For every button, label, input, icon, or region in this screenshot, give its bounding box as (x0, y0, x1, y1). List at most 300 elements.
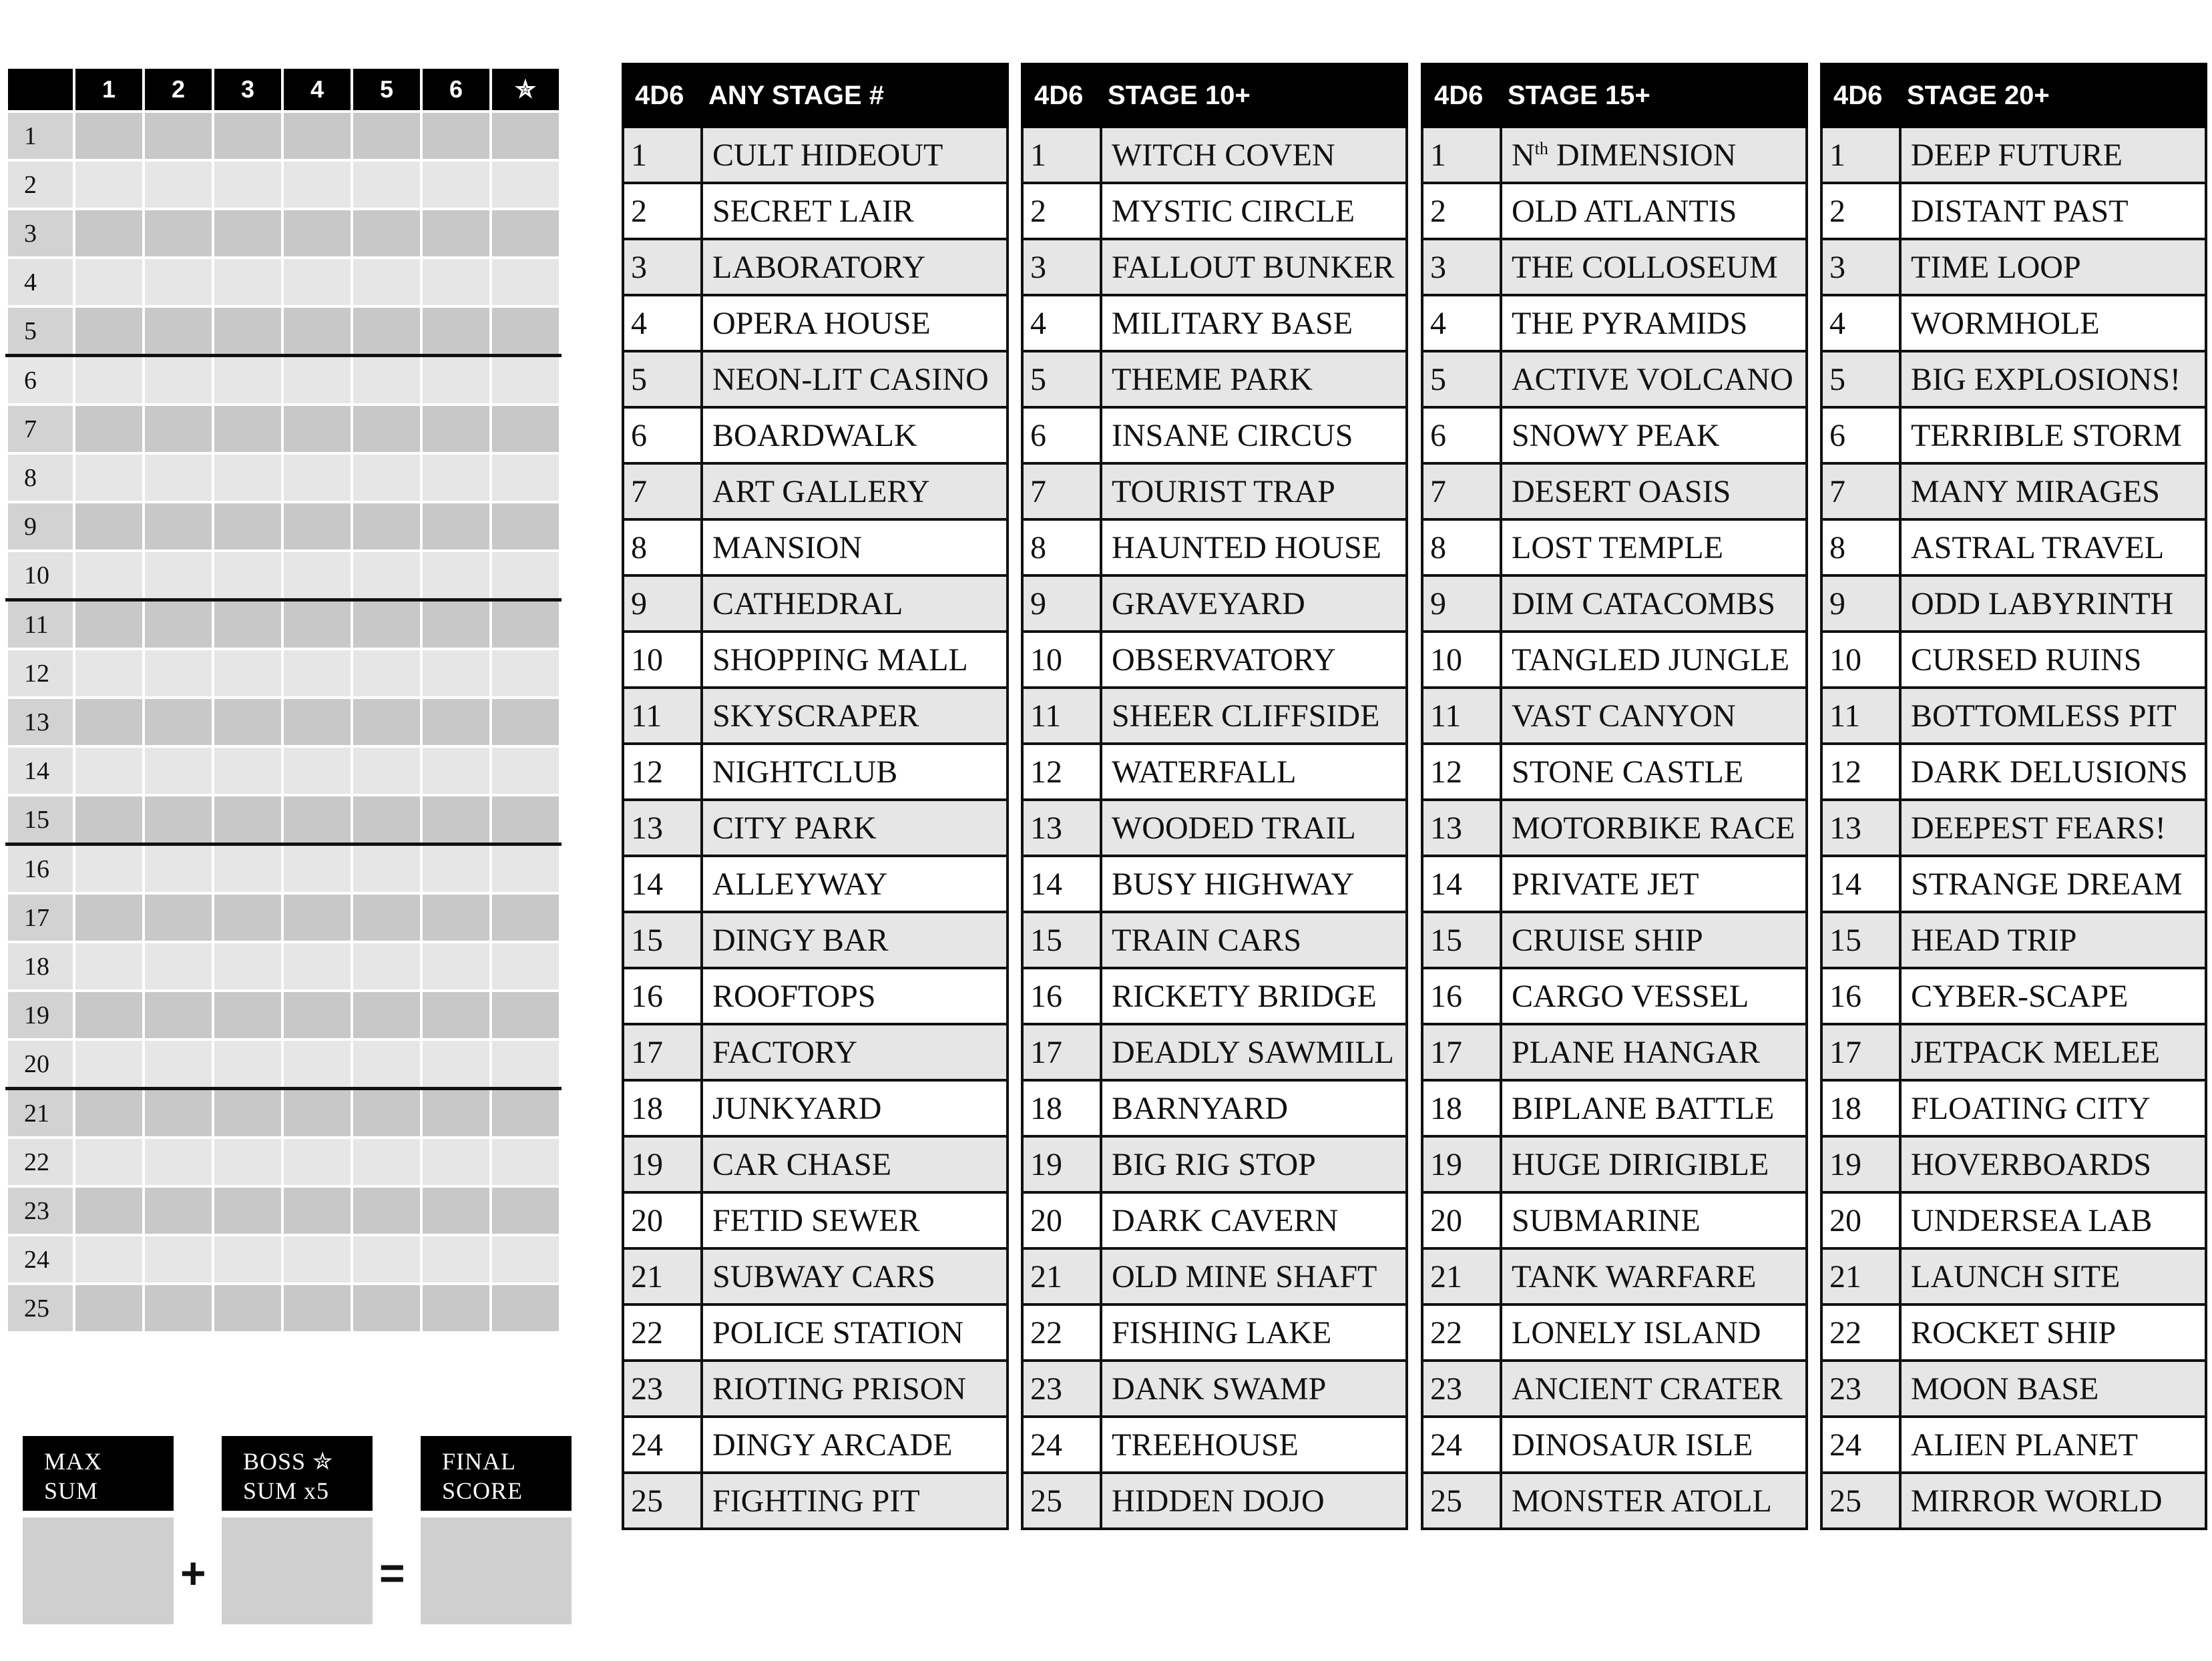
table-row (1422, 632, 1807, 688)
table-row (623, 183, 1008, 239)
score-row (7, 1039, 560, 1089)
score-row (7, 1284, 560, 1333)
score-cell[interactable] (213, 356, 282, 405)
score-cell[interactable] (352, 405, 421, 453)
score-row (7, 698, 560, 746)
final-score-box (421, 1436, 572, 1624)
location-name: ACTIVE VOLCANO (1501, 351, 1807, 407)
score-cell[interactable] (282, 600, 352, 650)
table-row (1022, 800, 1407, 856)
score-row (7, 1235, 560, 1284)
score-cell[interactable] (421, 1138, 491, 1186)
score-cell[interactable] (421, 649, 491, 698)
score-cell[interactable] (144, 1138, 213, 1186)
score-cell[interactable] (421, 453, 491, 502)
table-row (1422, 351, 1807, 407)
score-cell[interactable] (144, 746, 213, 795)
roll-number: 19 (1422, 1136, 1501, 1192)
score-row (7, 991, 560, 1039)
location-name: HOVERBOARDS (1900, 1136, 2206, 1192)
table-row (623, 519, 1008, 575)
score-cell[interactable] (144, 795, 213, 845)
location-name: SNOWY PEAK (1501, 407, 1807, 463)
roll-number: 8 (1821, 519, 1900, 575)
roll-number: 5 (623, 351, 702, 407)
location-name: HEAD TRIP (1900, 912, 2206, 968)
location-name: HAUNTED HOUSE (1101, 519, 1407, 575)
row-number: 3 (7, 209, 74, 258)
table-row (1422, 1080, 1807, 1136)
location-name: WATERFALL (1101, 744, 1407, 800)
score-cell[interactable] (282, 111, 352, 160)
roll-number: 1 (1422, 127, 1501, 183)
score-cell[interactable] (144, 502, 213, 551)
roll-number: 20 (1821, 1192, 1900, 1248)
score-cell[interactable] (144, 942, 213, 991)
score-cell[interactable] (213, 1284, 282, 1333)
score-cell[interactable] (213, 453, 282, 502)
roll-number: 10 (1022, 632, 1101, 688)
score-cell[interactable] (213, 746, 282, 795)
score-cell[interactable] (491, 209, 560, 258)
score-cell[interactable] (213, 845, 282, 894)
roll-number: 14 (1422, 856, 1501, 912)
location-name: TANK WARFARE (1501, 1248, 1807, 1304)
score-cell[interactable] (352, 1039, 421, 1089)
max-sum-label (23, 1436, 174, 1511)
score-cell[interactable] (144, 1284, 213, 1333)
table-row (623, 800, 1008, 856)
roll-number: 23 (623, 1361, 702, 1417)
score-cell[interactable] (213, 502, 282, 551)
score-cell[interactable] (74, 1138, 144, 1186)
score-cell[interactable] (421, 160, 491, 209)
score-cell[interactable] (421, 209, 491, 258)
location-name: ALLEYWAY (702, 856, 1008, 912)
score-cell[interactable] (74, 502, 144, 551)
score-cell[interactable] (74, 1284, 144, 1333)
table-row (1821, 407, 2206, 463)
score-cell[interactable] (491, 1235, 560, 1284)
score-cell[interactable] (491, 600, 560, 650)
roll-number: 5 (1422, 351, 1501, 407)
table-row (1422, 575, 1807, 632)
score-cell[interactable] (421, 795, 491, 845)
location-name: MILITARY BASE (1101, 295, 1407, 351)
score-cell[interactable] (282, 551, 352, 600)
roll-number: 10 (1821, 632, 1900, 688)
score-cell[interactable] (282, 306, 352, 356)
score-cell[interactable] (352, 698, 421, 746)
score-cell[interactable] (421, 746, 491, 795)
roll-number: 21 (1821, 1248, 1900, 1304)
score-cell[interactable] (213, 111, 282, 160)
score-cell[interactable] (491, 111, 560, 160)
score-row (7, 453, 560, 502)
score-cell[interactable] (352, 942, 421, 991)
score-cell[interactable] (282, 356, 352, 405)
table-row (1422, 407, 1807, 463)
score-cell[interactable] (282, 845, 352, 894)
roll-number: 4 (1422, 295, 1501, 351)
table-title: ANY STAGE # (702, 64, 1008, 127)
location-name: ALIEN PLANET (1900, 1417, 2206, 1473)
score-row (7, 1138, 560, 1186)
table-row (1422, 688, 1807, 744)
score-cell[interactable] (74, 1089, 144, 1138)
location-name: DISTANT PAST (1900, 183, 2206, 239)
roll-number: 24 (1821, 1417, 1900, 1473)
score-cell[interactable] (352, 893, 421, 942)
score-cell[interactable] (74, 160, 144, 209)
table-row (623, 1473, 1008, 1529)
score-cell[interactable] (352, 258, 421, 306)
score-cell[interactable] (74, 356, 144, 405)
score-cell[interactable] (282, 795, 352, 845)
score-cell[interactable] (213, 795, 282, 845)
score-cell[interactable] (144, 1186, 213, 1235)
score-cell[interactable] (213, 1186, 282, 1235)
score-cell[interactable] (491, 991, 560, 1039)
score-cell[interactable] (282, 991, 352, 1039)
score-cell[interactable] (491, 698, 560, 746)
score-cell[interactable] (352, 795, 421, 845)
table-row (1821, 1248, 2206, 1304)
score-cell[interactable] (352, 306, 421, 356)
max-sum-field[interactable] (23, 1517, 174, 1624)
table-row (623, 856, 1008, 912)
roll-number: 6 (623, 407, 702, 463)
score-cell[interactable] (352, 1089, 421, 1138)
table-row (1821, 912, 2206, 968)
score-cell[interactable] (74, 1039, 144, 1089)
score-cell[interactable] (74, 551, 144, 600)
table-row (1422, 1024, 1807, 1080)
score-cell[interactable] (421, 1089, 491, 1138)
location-name: BOTTOMLESS PIT (1900, 688, 2206, 744)
score-cell[interactable] (74, 1186, 144, 1235)
score-cell[interactable] (491, 893, 560, 942)
roll-number: 18 (1022, 1080, 1101, 1136)
table-row (1821, 1024, 2206, 1080)
score-cell[interactable] (421, 1039, 491, 1089)
score-row (7, 502, 560, 551)
score-cell[interactable] (282, 209, 352, 258)
score-cell[interactable] (213, 1039, 282, 1089)
score-cell[interactable] (352, 991, 421, 1039)
score-row (7, 600, 560, 650)
score-cell[interactable] (74, 991, 144, 1039)
score-cell[interactable] (421, 1284, 491, 1333)
score-cell[interactable] (144, 991, 213, 1039)
score-cell[interactable] (421, 356, 491, 405)
row-number: 22 (7, 1138, 74, 1186)
score-cell[interactable] (282, 649, 352, 698)
location-name: ROCKET SHIP (1900, 1304, 2206, 1361)
location-name: NEON-LIT CASINO (702, 351, 1008, 407)
score-cell[interactable] (74, 209, 144, 258)
score-cell[interactable] (491, 551, 560, 600)
score-cell[interactable] (213, 942, 282, 991)
score-cell[interactable] (491, 845, 560, 894)
table-row (1821, 1192, 2206, 1248)
score-cell[interactable] (144, 649, 213, 698)
score-cell[interactable] (282, 1186, 352, 1235)
location-name: HUGE DIRIGIBLE (1501, 1136, 1807, 1192)
location-name: LAUNCH SITE (1900, 1248, 2206, 1304)
roll-number: 12 (1821, 744, 1900, 800)
location-name: DINGY ARCADE (702, 1417, 1008, 1473)
score-cell[interactable] (421, 893, 491, 942)
score-cell[interactable] (421, 306, 491, 356)
score-row (7, 795, 560, 845)
score-cell[interactable] (74, 845, 144, 894)
row-number: 13 (7, 698, 74, 746)
location-name: WITCH COVEN (1101, 127, 1407, 183)
score-cell[interactable] (74, 600, 144, 650)
score-cell[interactable] (282, 942, 352, 991)
score-cell[interactable] (144, 1235, 213, 1284)
score-row (7, 306, 560, 356)
score-cell[interactable] (144, 453, 213, 502)
table-row (1821, 856, 2206, 912)
score-cell[interactable] (491, 795, 560, 845)
score-cell[interactable] (491, 1186, 560, 1235)
score-cell[interactable] (74, 795, 144, 845)
location-name: MANSION (702, 519, 1008, 575)
score-cell[interactable] (421, 111, 491, 160)
score-cell[interactable] (144, 405, 213, 453)
score-cell[interactable] (491, 746, 560, 795)
score-cell[interactable] (421, 845, 491, 894)
location-name: TANGLED JUNGLE (1501, 632, 1807, 688)
grid-header-cell: 4 (282, 67, 352, 111)
score-cell[interactable] (421, 551, 491, 600)
table-row (1422, 1248, 1807, 1304)
location-name: CATHEDRAL (702, 575, 1008, 632)
row-number: 16 (7, 845, 74, 894)
score-cell[interactable] (352, 1284, 421, 1333)
table-row (1821, 351, 2206, 407)
score-cell[interactable] (491, 306, 560, 356)
score-cell[interactable] (352, 1138, 421, 1186)
score-cell[interactable] (352, 600, 421, 650)
score-cell[interactable] (74, 306, 144, 356)
roll-number: 24 (1422, 1417, 1501, 1473)
score-cell[interactable] (213, 1235, 282, 1284)
location-name: NIGHTCLUB (702, 744, 1008, 800)
roll-number: 19 (1821, 1136, 1900, 1192)
score-cell[interactable] (491, 405, 560, 453)
score-cell[interactable] (352, 551, 421, 600)
table-row (1821, 1361, 2206, 1417)
row-number: 25 (7, 1284, 74, 1333)
score-cell[interactable] (144, 551, 213, 600)
score-cell[interactable] (144, 356, 213, 405)
score-cell[interactable] (144, 209, 213, 258)
score-cell[interactable] (282, 1138, 352, 1186)
score-cell[interactable] (213, 600, 282, 650)
score-cell[interactable] (491, 1284, 560, 1333)
score-cell[interactable] (491, 453, 560, 502)
score-cell[interactable] (74, 893, 144, 942)
score-cell[interactable] (74, 111, 144, 160)
table-row (1022, 688, 1407, 744)
row-number: 10 (7, 551, 74, 600)
score-cell[interactable] (74, 649, 144, 698)
score-cell[interactable] (352, 453, 421, 502)
score-cell[interactable] (74, 746, 144, 795)
table-title: STAGE 10+ (1101, 64, 1407, 127)
score-cell[interactable] (74, 453, 144, 502)
score-cell[interactable] (491, 942, 560, 991)
score-cell[interactable] (421, 600, 491, 650)
table-title: STAGE 15+ (1501, 64, 1807, 127)
location-name: ROOFTOPS (702, 968, 1008, 1024)
star-icon: ✮ (491, 67, 560, 111)
score-cell[interactable] (144, 600, 213, 650)
score-cell[interactable] (421, 1235, 491, 1284)
score-cell[interactable] (352, 356, 421, 405)
boss-sum-field[interactable] (222, 1517, 373, 1624)
score-cell[interactable] (352, 845, 421, 894)
score-cell[interactable] (144, 698, 213, 746)
score-cell[interactable] (144, 845, 213, 894)
score-cell[interactable] (352, 111, 421, 160)
score-cell[interactable] (74, 258, 144, 306)
score-cell[interactable] (421, 698, 491, 746)
score-cell[interactable] (282, 1039, 352, 1089)
score-cell[interactable] (213, 649, 282, 698)
roll-number: 3 (1422, 239, 1501, 295)
score-cell[interactable] (213, 1089, 282, 1138)
score-cell[interactable] (213, 698, 282, 746)
score-cell[interactable] (352, 502, 421, 551)
score-cell[interactable] (282, 502, 352, 551)
score-cell[interactable] (213, 160, 282, 209)
table-row (1821, 519, 2206, 575)
roll-number: 10 (1422, 632, 1501, 688)
score-cell[interactable] (74, 942, 144, 991)
score-cell[interactable] (352, 160, 421, 209)
score-cell[interactable] (144, 258, 213, 306)
score-row (7, 160, 560, 209)
location-name: TERRIBLE STORM (1900, 407, 2206, 463)
score-cell[interactable] (421, 942, 491, 991)
score-cell[interactable] (213, 209, 282, 258)
score-cell[interactable] (491, 1089, 560, 1138)
score-cell[interactable] (144, 306, 213, 356)
score-cell[interactable] (421, 258, 491, 306)
score-cell[interactable] (352, 1186, 421, 1235)
final-score-field[interactable] (421, 1517, 572, 1624)
score-cell[interactable] (74, 1235, 144, 1284)
location-name: ANCIENT CRATER (1501, 1361, 1807, 1417)
location-name: DEEPEST FEARS! (1900, 800, 2206, 856)
score-cell[interactable] (282, 893, 352, 942)
table-row (623, 351, 1008, 407)
score-cell[interactable] (213, 991, 282, 1039)
table-row (1022, 1136, 1407, 1192)
score-cell[interactable] (282, 698, 352, 746)
location-name: ASTRAL TRAVEL (1900, 519, 2206, 575)
score-cell[interactable] (144, 893, 213, 942)
score-cell[interactable] (282, 160, 352, 209)
table-row (1022, 463, 1407, 519)
score-cell[interactable] (491, 160, 560, 209)
score-cell[interactable] (491, 258, 560, 306)
score-cell[interactable] (421, 502, 491, 551)
score-cell[interactable] (282, 258, 352, 306)
location-name: DESERT OASIS (1501, 463, 1807, 519)
roll-number: 21 (623, 1248, 702, 1304)
roll-number: 1 (1022, 127, 1101, 183)
roll-number: 25 (1821, 1473, 1900, 1529)
score-cell[interactable] (144, 1039, 213, 1089)
score-cell[interactable] (491, 1138, 560, 1186)
roll-number: 2 (1022, 183, 1101, 239)
score-row (7, 649, 560, 698)
roll-number: 14 (1821, 856, 1900, 912)
score-cell[interactable] (491, 1039, 560, 1089)
location-name: FISHING LAKE (1101, 1304, 1407, 1361)
score-cell[interactable] (282, 453, 352, 502)
score-cell[interactable] (213, 405, 282, 453)
score-cell[interactable] (282, 746, 352, 795)
location-name: CULT HIDEOUT (702, 127, 1008, 183)
score-cell[interactable] (421, 405, 491, 453)
score-cell[interactable] (491, 356, 560, 405)
roll-number: 11 (1022, 688, 1101, 744)
roll-number: 21 (1422, 1248, 1501, 1304)
score-cell[interactable] (282, 1235, 352, 1284)
score-cell[interactable] (491, 502, 560, 551)
row-number: 5 (7, 306, 74, 356)
roll-number: 11 (623, 688, 702, 744)
score-cell[interactable] (352, 209, 421, 258)
table-row (1422, 519, 1807, 575)
location-name: LABORATORY (702, 239, 1008, 295)
location-name: BUSY HIGHWAY (1101, 856, 1407, 912)
score-cell[interactable] (213, 306, 282, 356)
score-cell[interactable] (74, 698, 144, 746)
score-cell[interactable] (213, 893, 282, 942)
score-cell[interactable] (282, 405, 352, 453)
score-cell[interactable] (421, 1186, 491, 1235)
location-name: RIOTING PRISON (702, 1361, 1008, 1417)
roll-number: 7 (623, 463, 702, 519)
score-cell[interactable] (352, 649, 421, 698)
table-die-label: 4D6 (623, 64, 702, 127)
score-cell[interactable] (144, 160, 213, 209)
score-cell[interactable] (213, 1138, 282, 1186)
score-cell[interactable] (213, 258, 282, 306)
score-cell[interactable] (144, 1089, 213, 1138)
score-cell[interactable] (352, 1235, 421, 1284)
score-cell[interactable] (491, 649, 560, 698)
score-cell[interactable] (144, 111, 213, 160)
score-cell[interactable] (352, 746, 421, 795)
equals-sign: = (379, 1548, 405, 1598)
score-cell[interactable] (282, 1089, 352, 1138)
roll-number: 16 (1022, 968, 1101, 1024)
score-cell[interactable] (213, 551, 282, 600)
score-cell[interactable] (74, 405, 144, 453)
score-cell[interactable] (421, 991, 491, 1039)
score-cell[interactable] (282, 1284, 352, 1333)
table-row (1022, 744, 1407, 800)
table-row (1821, 744, 2206, 800)
